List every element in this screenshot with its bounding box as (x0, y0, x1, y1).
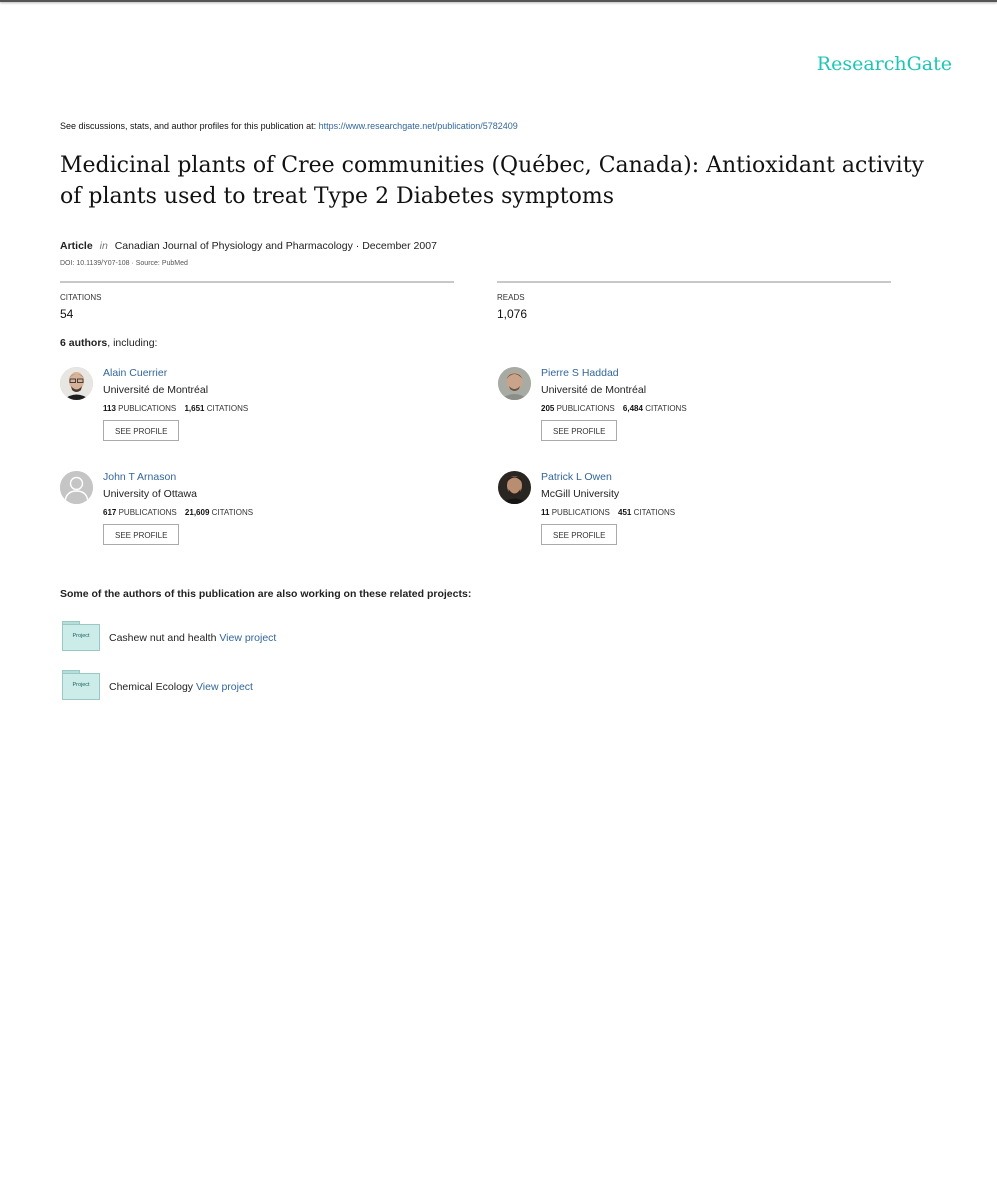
project-folder-icon (62, 670, 100, 700)
project-folder-label: Project (72, 633, 90, 639)
reads-value: 1,076 (497, 307, 528, 321)
view-project-link[interactable]: View project (195, 681, 253, 693)
author-citations-count: 21,609 (184, 508, 210, 517)
author-institution: McGill University (541, 488, 620, 500)
author-institution: Université de Montréal (103, 384, 209, 396)
publications-label: PUBLICATIONS (118, 404, 177, 413)
author-citations-count: 451 (618, 508, 632, 517)
project-text (109, 681, 253, 693)
author-publications-count: 113 (103, 404, 116, 413)
related-projects-heading: Some of the authors of this publication are also working on these related projects: (60, 588, 472, 600)
author-citations-count: 1,651 (184, 404, 205, 413)
project-text (109, 632, 276, 644)
see-profile-button[interactable]: SEE PROFILE (541, 524, 617, 545)
author-publications-count: 11 (541, 508, 550, 517)
see-discussions-text: See discussions, stats, and author profiles for this publication at: (60, 121, 317, 131)
author-publications-count: 205 (541, 404, 555, 413)
author-stats (541, 508, 675, 517)
author-institution: University of Ottawa (103, 488, 197, 500)
citations-value: 54 (60, 307, 74, 321)
project-name: Chemical Ecology (109, 681, 194, 693)
see-profile-button[interactable]: SEE PROFILE (541, 420, 617, 441)
author-stats (103, 508, 253, 517)
reads-stat (497, 281, 891, 321)
citations-label: CITATIONS (206, 404, 249, 413)
author-name-link[interactable]: Pierre S Haddad (541, 367, 619, 379)
author-citations-count: 6,484 (622, 404, 643, 413)
citations-label: CITATIONS (211, 508, 254, 517)
see-discussions-line (60, 121, 518, 131)
article-type: Article (60, 240, 93, 252)
project-name: Cashew nut and health (109, 632, 217, 644)
publications-label: PUBLICATIONS (118, 508, 177, 517)
journal-name: Canadian Journal of Physiology and Pharmacology · December 2007 (114, 240, 437, 252)
author-name-link[interactable]: Patrick L Owen (541, 471, 612, 483)
citations-label: CITATIONS (633, 508, 676, 517)
author-publications-count: 617 (103, 508, 117, 517)
author-card (60, 471, 460, 561)
see-profile-button[interactable]: SEE PROFILE (103, 524, 179, 545)
author-name-link[interactable]: Alain Cuerrier (103, 367, 168, 379)
citations-stat (60, 281, 454, 321)
project-item (62, 621, 662, 653)
author-card (498, 367, 898, 457)
author-name-link[interactable]: John T Arnason (103, 471, 177, 483)
view-project-link[interactable]: View project (219, 632, 277, 644)
authors-heading (60, 337, 157, 349)
citations-label: CITATIONS (645, 404, 687, 413)
publication-meta (60, 240, 437, 252)
publications-label: PUBLICATIONS (556, 404, 615, 413)
author-avatar[interactable] (498, 367, 531, 400)
reads-label: READS (497, 293, 525, 302)
author-avatar[interactable] (498, 471, 531, 504)
in-label: in (99, 240, 108, 252)
author-card (498, 471, 898, 561)
publication-url-link[interactable]: https://www.researchgate.net/publication/5782409 (318, 121, 518, 131)
project-item (62, 670, 662, 702)
project-folder-icon (62, 621, 100, 651)
default-avatar-icon[interactable] (60, 471, 93, 504)
author-stats (541, 404, 687, 413)
publication-title: Medicinal plants of Cree communities (Québec, Canada): Antioxidant activity of plants used to treat Type 2 Diabetes symptoms (60, 153, 924, 209)
authors-count: 6 authors (60, 337, 108, 349)
publications-label: PUBLICATIONS (551, 508, 610, 517)
researchgate-logo[interactable]: ResearchGate (816, 53, 952, 75)
authors-suffix: , including: (107, 337, 158, 349)
doi-line: DOI: 10.1139/Y07-108 · Source: PubMed (60, 260, 188, 267)
project-folder-label: Project (72, 682, 90, 688)
citations-label: CITATIONS (60, 293, 102, 302)
author-card (60, 367, 460, 457)
author-institution: Université de Montréal (541, 384, 647, 396)
author-stats (103, 404, 248, 413)
see-profile-button[interactable]: SEE PROFILE (103, 420, 179, 441)
author-avatar[interactable] (60, 367, 93, 400)
top-border (0, 0, 997, 2)
